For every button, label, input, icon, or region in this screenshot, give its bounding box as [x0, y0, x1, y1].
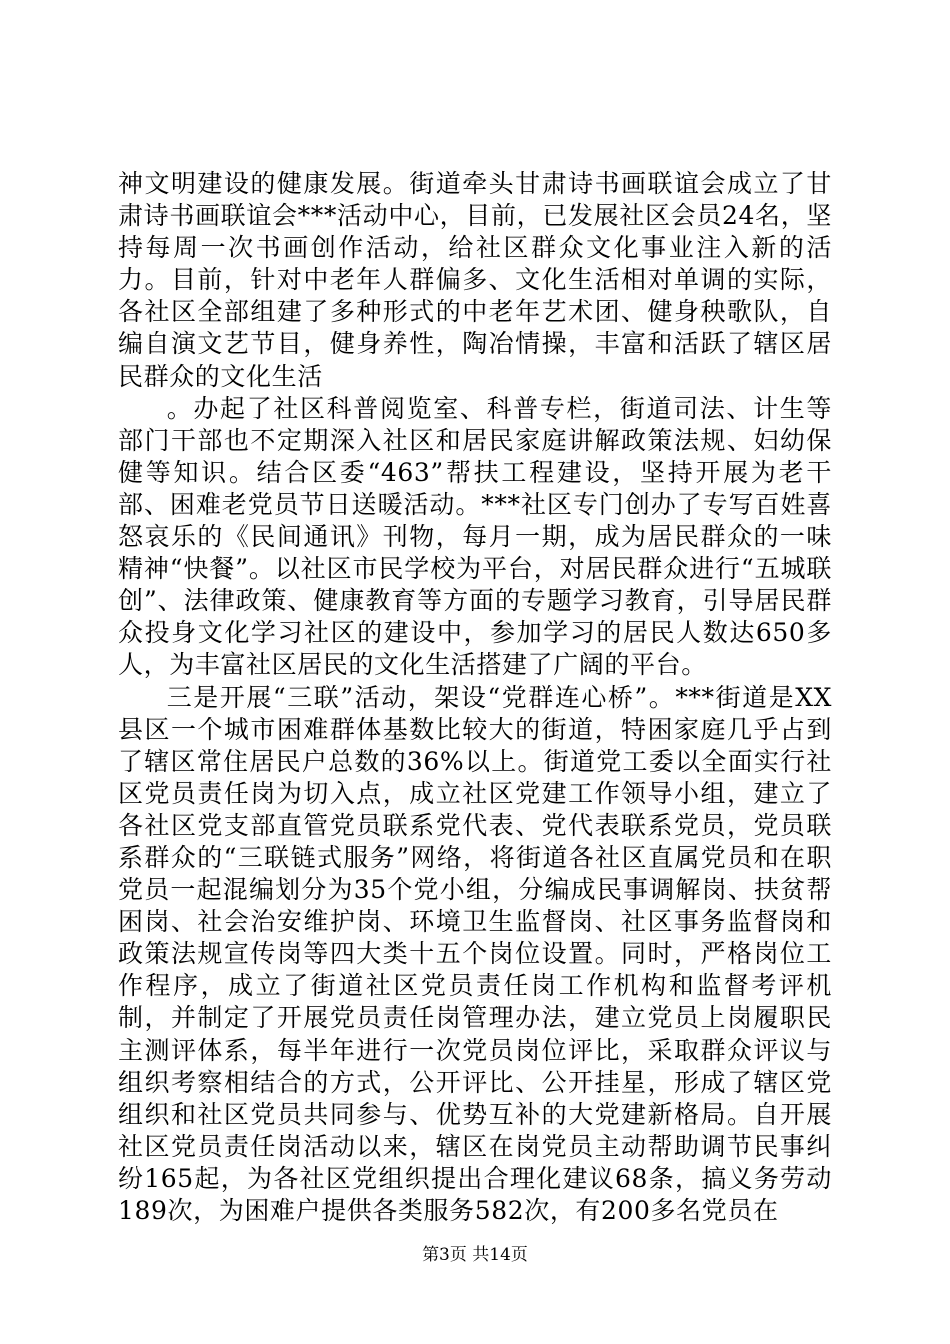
- document-body: [118, 168, 832, 1227]
- page-number: 第3页 共14页: [422, 1245, 528, 1265]
- paragraph-1: 神文明建设的健康发展。街道牵头甘肃诗书画联谊会成立了甘肃诗书画联谊会***活动中心，目前，已发展社区会员24名，坚持每周一次书画创作活动，给社区群众文化事业注入新的活力。目前，针对中老年人群偏多、文化生活相对单调的实际，各社区全部组建了多种形式的中老年艺术团、健身秧歌队，自编自演文艺节目，健身养性，陶冶情操，丰富和活跃了辖区居民群众的文化生活: [118, 169, 832, 391]
- paragraph-2: 。办起了社区科普阅览室、科普专栏，街道司法、计生等部门干部也不定期深入社区和居民家庭讲解政策法规、妇幼保健等知识。结合区委“463”帮扶工程建设，坚持开展为老干部、困难老党员节日送暖活动。***社区专门创办了专写百姓喜怒哀乐的《民间通讯》刊物，每月一期，成为居民群众的一味精神“快餐”。以社区市民学校为平台，对居民群众进行“五城联创”、法律政策、健康教育等方面的专题学习教育，引导居民群众投身文化学习社区的建设中，参加学习的居民人数达650多人，为丰富社区居民的文化生活搭建了广阔的平台。: [118, 393, 832, 680]
- paragraph-3: 三是开展“三联”活动，架设“党群连心桥”。***街道是XX县区一个城市困难群体基数比较大的街道，特困家庭几乎占到了辖区常住居民户总数的36%以上。街道党工委以全面实行社区党员责任岗为切入点，成立社区党建工作领导小组，建立了各社区党支部直管党员联系党代表、党代表联系党员，党员联系群众的“三联链式服务”网络，将街道各社区直属党员和在职党员一起混编划分为35个党小组，分编成民事调解岗、扶贫帮困岗、社会治安维护岗、环境卫生监督岗、社区事务监督岗和政策法规宣传岗等四大类十五个岗位设置。同时，严格岗位工作程序，成立了街道社区党员责任岗工作机构和监督考评机制，并制定了开展党员责任岗管理办法，建立党员上岗履职民主测评体系，每半年进行一次党员岗位评比，采取群众评议与组织考察相结合的方式，公开评比、公开挂星，形成了辖区党组织和社区党员共同参与、优势互补的大党建新格局。自开展社区党员责任岗活动以来，辖区在岗党员主动帮助调节民事纠纷165起，为各社区党组织提出合理化建议68条，搞义务劳动189次，为困难户提供各类服务582次，有200多名党员在: [118, 682, 832, 1225]
